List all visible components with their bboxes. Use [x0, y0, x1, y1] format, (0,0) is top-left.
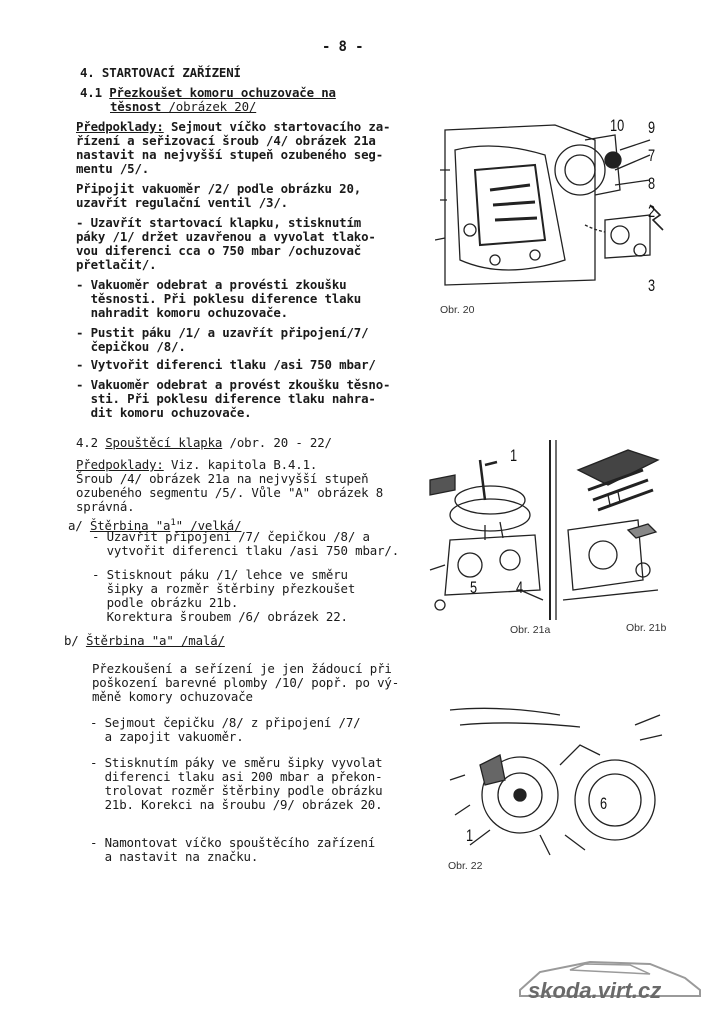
text: Viz. kapitola B.4.1. — [163, 457, 318, 472]
section-heading: 4. STARTOVACÍ ZAŘÍZENÍ — [80, 65, 241, 80]
superscript: 1 — [170, 518, 176, 528]
item-label-cont: " /velká/ — [175, 518, 242, 534]
text-line: Připojit vakuoměr /2/ podle obrázku 20, — [76, 181, 362, 196]
watermark-text: skoda.virt.cz — [528, 978, 662, 1003]
figure-reference: /obr. 20 - 22/ — [222, 435, 332, 450]
text-line: - Vytvořit diferenci tlaku /asi 750 mbar/ — [76, 357, 376, 372]
figure-22-drawing — [440, 705, 665, 865]
text-line: poškození barevné plomby /10/ popř. po vý- — [92, 675, 400, 690]
text: Sejmout víčko startovacího za- — [163, 119, 391, 134]
text-line: 21b. Korekci na šroubu /9/ obrázek 20. — [90, 797, 383, 812]
text-line: vou diferenci cca o 750 mbar /ochuzovač — [76, 243, 362, 258]
item-label: Štěrbina "a — [89, 518, 171, 534]
text-line: - Sejmout čepičku /8/ z připojení /7/ — [90, 715, 361, 730]
text-line: - Stisknutím páky ve směru šipky vyvolat — [90, 755, 383, 770]
text-line: a nastavit na značku. — [90, 849, 259, 864]
text-line: Přezkoušení a seřízení je jen žádoucí při — [92, 661, 392, 676]
subsection-4-2-heading — [76, 436, 332, 450]
item-label: Štěrbina "a" /malá/ — [85, 633, 225, 648]
text-line: ozubeného segmentu /5/. Vůle "A" obrázek 8 — [76, 485, 384, 500]
text-line: - Vakuoměr odebrat a provésti zkoušku — [76, 277, 347, 292]
text-line: - Vakuoměr odebrat a provést zkoušku těsno- — [76, 377, 391, 392]
fig20-label: 9 — [648, 118, 656, 137]
prerequisites-label: Předpoklady: — [76, 119, 164, 134]
text-line: - Uzavřít startovací klapku, stisknutím — [76, 215, 362, 230]
item-prefix: b/ — [64, 633, 86, 648]
figure-22-caption: Obr. 22 — [448, 860, 483, 872]
text-line: trolovat rozměr štěrbiny podle obrázku — [90, 783, 383, 798]
fig20-label: 7 — [648, 146, 656, 165]
text-line: - Stisknout páku /1/ lehce ve směru — [92, 567, 348, 582]
item-prefix: a/ — [68, 518, 90, 534]
subsection-title: Přezkoušet komoru ochuzovače na — [109, 85, 336, 100]
figure-21b-caption: Obr. 21b — [626, 622, 667, 634]
figure-reference: /obrázek 20/ — [168, 99, 257, 114]
subsection-4-1-line1 — [80, 86, 336, 100]
text-line: diferenci tlaku asi 200 mbar a překon- — [90, 769, 383, 784]
subsection-number: 4.1 — [80, 85, 110, 100]
text-line: nastavit na nejvyšší stupeň ozubeného seg- — [76, 147, 384, 162]
prerequisites-label: Předpoklady: — [76, 457, 164, 472]
text-line: přetlačit/. — [76, 257, 157, 272]
prerequisites-line1 — [76, 120, 390, 134]
subsection-number: 4.2 — [76, 435, 106, 450]
text-line: - Namontovat víčko spouštěcího zařízení — [90, 835, 376, 850]
figure-20-caption: Obr. 20 — [440, 304, 475, 316]
fig20-label: 2 — [648, 202, 656, 221]
figure-20-drawing — [435, 110, 670, 300]
text-line: Šroub /4/ obrázek 21a na nejvyšší stupeň — [76, 471, 369, 486]
prerequisites-line1 — [76, 458, 317, 472]
fig21a-label: 1 — [510, 446, 518, 465]
figure-21a-drawing — [425, 440, 550, 620]
text-line: - Uzavřít připojení /7/ čepičkou /8/ a — [92, 529, 370, 544]
text-line: nahradit komoru ochuzovače. — [76, 305, 288, 320]
item-b-heading — [64, 634, 225, 648]
fig21a-label: 4 — [516, 578, 524, 597]
text-line: Korektura šroubem /6/ obrázek 22. — [92, 609, 348, 624]
subsection-4-1-line2 — [110, 100, 256, 114]
fig20-label: 8 — [648, 174, 656, 193]
page-number: - 8 - — [322, 39, 364, 55]
text-line: a zapojit vakuoměr. — [90, 729, 244, 744]
text-line: vytvořit diferenci tlaku /asi 750 mbar/. — [92, 543, 400, 558]
text-line: páky /1/ držet uzavřenou a vyvolat tlako- — [76, 229, 376, 244]
text-line: - Pustit páku /1/ a uzavřít připojení/7/ — [76, 325, 369, 340]
figure-21b-drawing — [548, 440, 668, 620]
text-line: šipky a rozměr štěrbiny přezkoušet — [92, 581, 356, 596]
figure-21a-caption: Obr. 21a — [510, 624, 551, 636]
text-line: měně komory ochuzovače — [92, 689, 253, 704]
fig20-label: 3 — [648, 276, 656, 295]
text-line: těsnosti. Při poklesu diference tlaku — [76, 291, 362, 306]
text-line: řízení a seřizovací šroub /4/ obrázek 21a — [76, 133, 376, 148]
fig22-label: 1 — [466, 826, 474, 845]
text-line: podle obrázku 21b. — [92, 595, 239, 610]
subsection-title: Spouštěcí klapka — [105, 435, 223, 450]
fig22-label: 6 — [600, 794, 608, 813]
text-line: sti. Při poklesu diference tlaku nahra- — [76, 391, 376, 406]
text-line: mentu /5/. — [76, 161, 150, 176]
text-line: čepičkou /8/. — [76, 339, 186, 354]
fig21a-label: 5 — [470, 578, 478, 597]
fig20-label: 10 — [610, 116, 625, 135]
text-line: dit komoru ochuzovače. — [76, 405, 252, 420]
text-line: uzavřít regulační ventil /3/. — [76, 195, 288, 210]
subsection-title-cont: těsnost — [110, 99, 169, 114]
text-line: správná. — [76, 499, 135, 514]
